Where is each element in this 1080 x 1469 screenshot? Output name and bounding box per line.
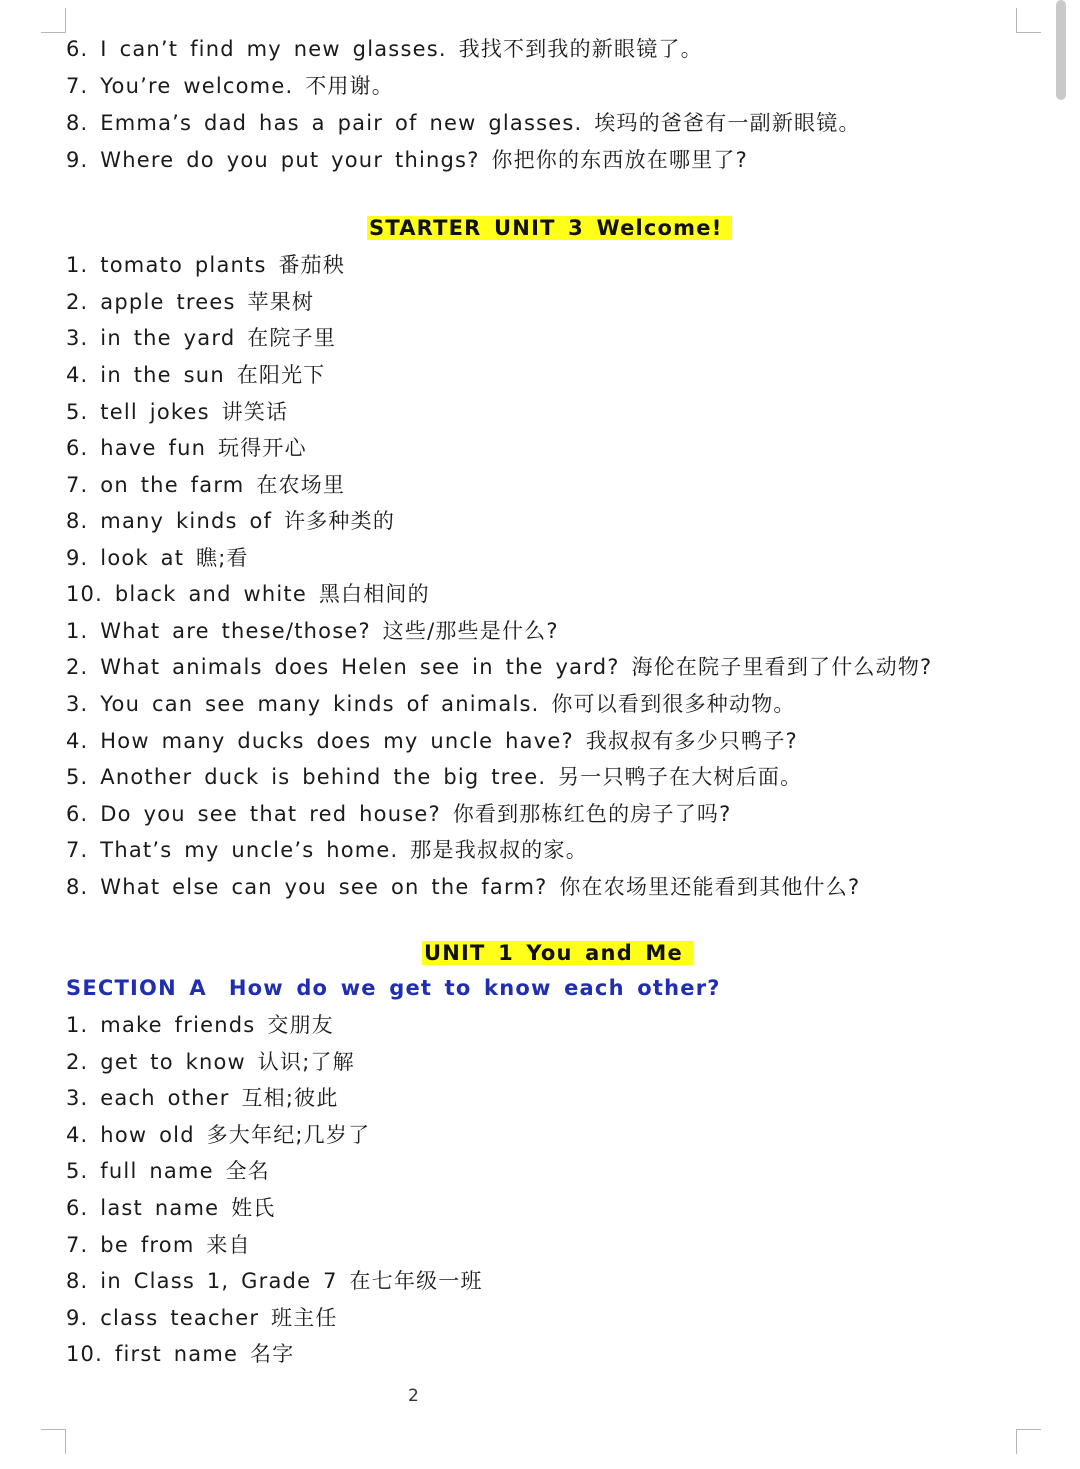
phrase-line: 8. in Class 1, Grade 7 在七年级一班 bbox=[66, 1269, 483, 1293]
phrase-line: 3. each other 互相;彼此 bbox=[66, 1086, 339, 1110]
phrase-line: 2. get to know 认识;了解 bbox=[66, 1050, 355, 1074]
phrase-line: 1. make friends 交朋友 bbox=[66, 1013, 334, 1037]
phrase-line: 5. tell jokes 讲笑话 bbox=[66, 400, 289, 424]
sentence-line: 8. Emma’s dad has a pair of new glasses. 埃玛的爸爸有一副新眼镜。 bbox=[66, 111, 861, 135]
phrase-line: 3. in the yard 在院子里 bbox=[66, 326, 337, 350]
section-title: How do we get to know each other? bbox=[228, 976, 721, 1000]
crop-mark-bottom-left bbox=[41, 1429, 66, 1454]
phrase-line: 7. on the farm 在农场里 bbox=[66, 473, 346, 497]
sentence-line: 5. Another duck is behind the big tree. 另一只鸭子在大树后面。 bbox=[66, 765, 803, 789]
phrase-line: 2. apple trees 苹果树 bbox=[66, 290, 315, 314]
highlighted-heading-text: STARTER UNIT 3 Welcome! bbox=[367, 216, 732, 240]
page-number: 2 bbox=[408, 1386, 419, 1406]
sentence-line: 7. That’s my uncle’s home. 那是我叔叔的家。 bbox=[66, 838, 588, 862]
sentence-line: 8. What else can you see on the farm? 你在农场里还能看到其他什么? bbox=[66, 875, 861, 899]
phrase-line: 6. last name 姓氏 bbox=[66, 1196, 276, 1220]
phrase-line: 8. many kinds of 许多种类的 bbox=[66, 509, 396, 533]
sentence-line: 7. You’re welcome. 不用谢。 bbox=[66, 74, 395, 98]
sentence-line: 9. Where do you put your things? 你把你的东西放在哪里了? bbox=[66, 148, 748, 172]
highlighted-heading-text: UNIT 1 You and Me bbox=[422, 941, 693, 965]
crop-mark-top-right bbox=[1016, 8, 1041, 33]
sentence-line: 6. Do you see that red house? 你看到那栋红色的房子了吗? bbox=[66, 802, 732, 826]
phrase-line: 5. full name 全名 bbox=[66, 1159, 270, 1183]
starter-unit-3-heading bbox=[367, 214, 732, 242]
phrase-line: 4. how old 多大年纪;几岁了 bbox=[66, 1123, 371, 1147]
phrase-line: 7. be from 来自 bbox=[66, 1233, 251, 1257]
section-label: SECTION A bbox=[66, 976, 207, 1000]
sentence-line: 6. I can’t find my new glasses. 我找不到我的新眼镜了。 bbox=[66, 37, 703, 61]
crop-mark-top-left bbox=[41, 8, 66, 33]
phrase-line: 10. first name 名字 bbox=[66, 1342, 295, 1366]
phrase-line: 4. in the sun 在阳光下 bbox=[66, 363, 326, 387]
sentence-line: 3. You can see many kinds of animals. 你可以看到很多种动物。 bbox=[66, 692, 796, 716]
phrase-line: 10. black and white 黑白相间的 bbox=[66, 582, 430, 606]
sentence-line: 4. How many ducks does my uncle have? 我叔叔有多少只鸭子? bbox=[66, 729, 798, 753]
phrase-line: 9. class teacher 班主任 bbox=[66, 1306, 338, 1330]
section-a-heading bbox=[66, 974, 721, 1002]
sentence-line: 1. What are these/those? 这些/那些是什么? bbox=[66, 619, 559, 643]
sentence-line: 2. What animals does Helen see in the yard? 海伦在院子里看到了什么动物? bbox=[66, 655, 933, 679]
crop-mark-bottom-right bbox=[1016, 1429, 1041, 1454]
phrase-line: 6. have fun 玩得开心 bbox=[66, 436, 307, 460]
unit-1-heading bbox=[422, 939, 693, 967]
vertical-scrollbar[interactable] bbox=[1056, 0, 1066, 100]
phrase-line: 1. tomato plants 番茄秧 bbox=[66, 253, 346, 277]
phrase-line: 9. look at 瞧;看 bbox=[66, 546, 249, 570]
